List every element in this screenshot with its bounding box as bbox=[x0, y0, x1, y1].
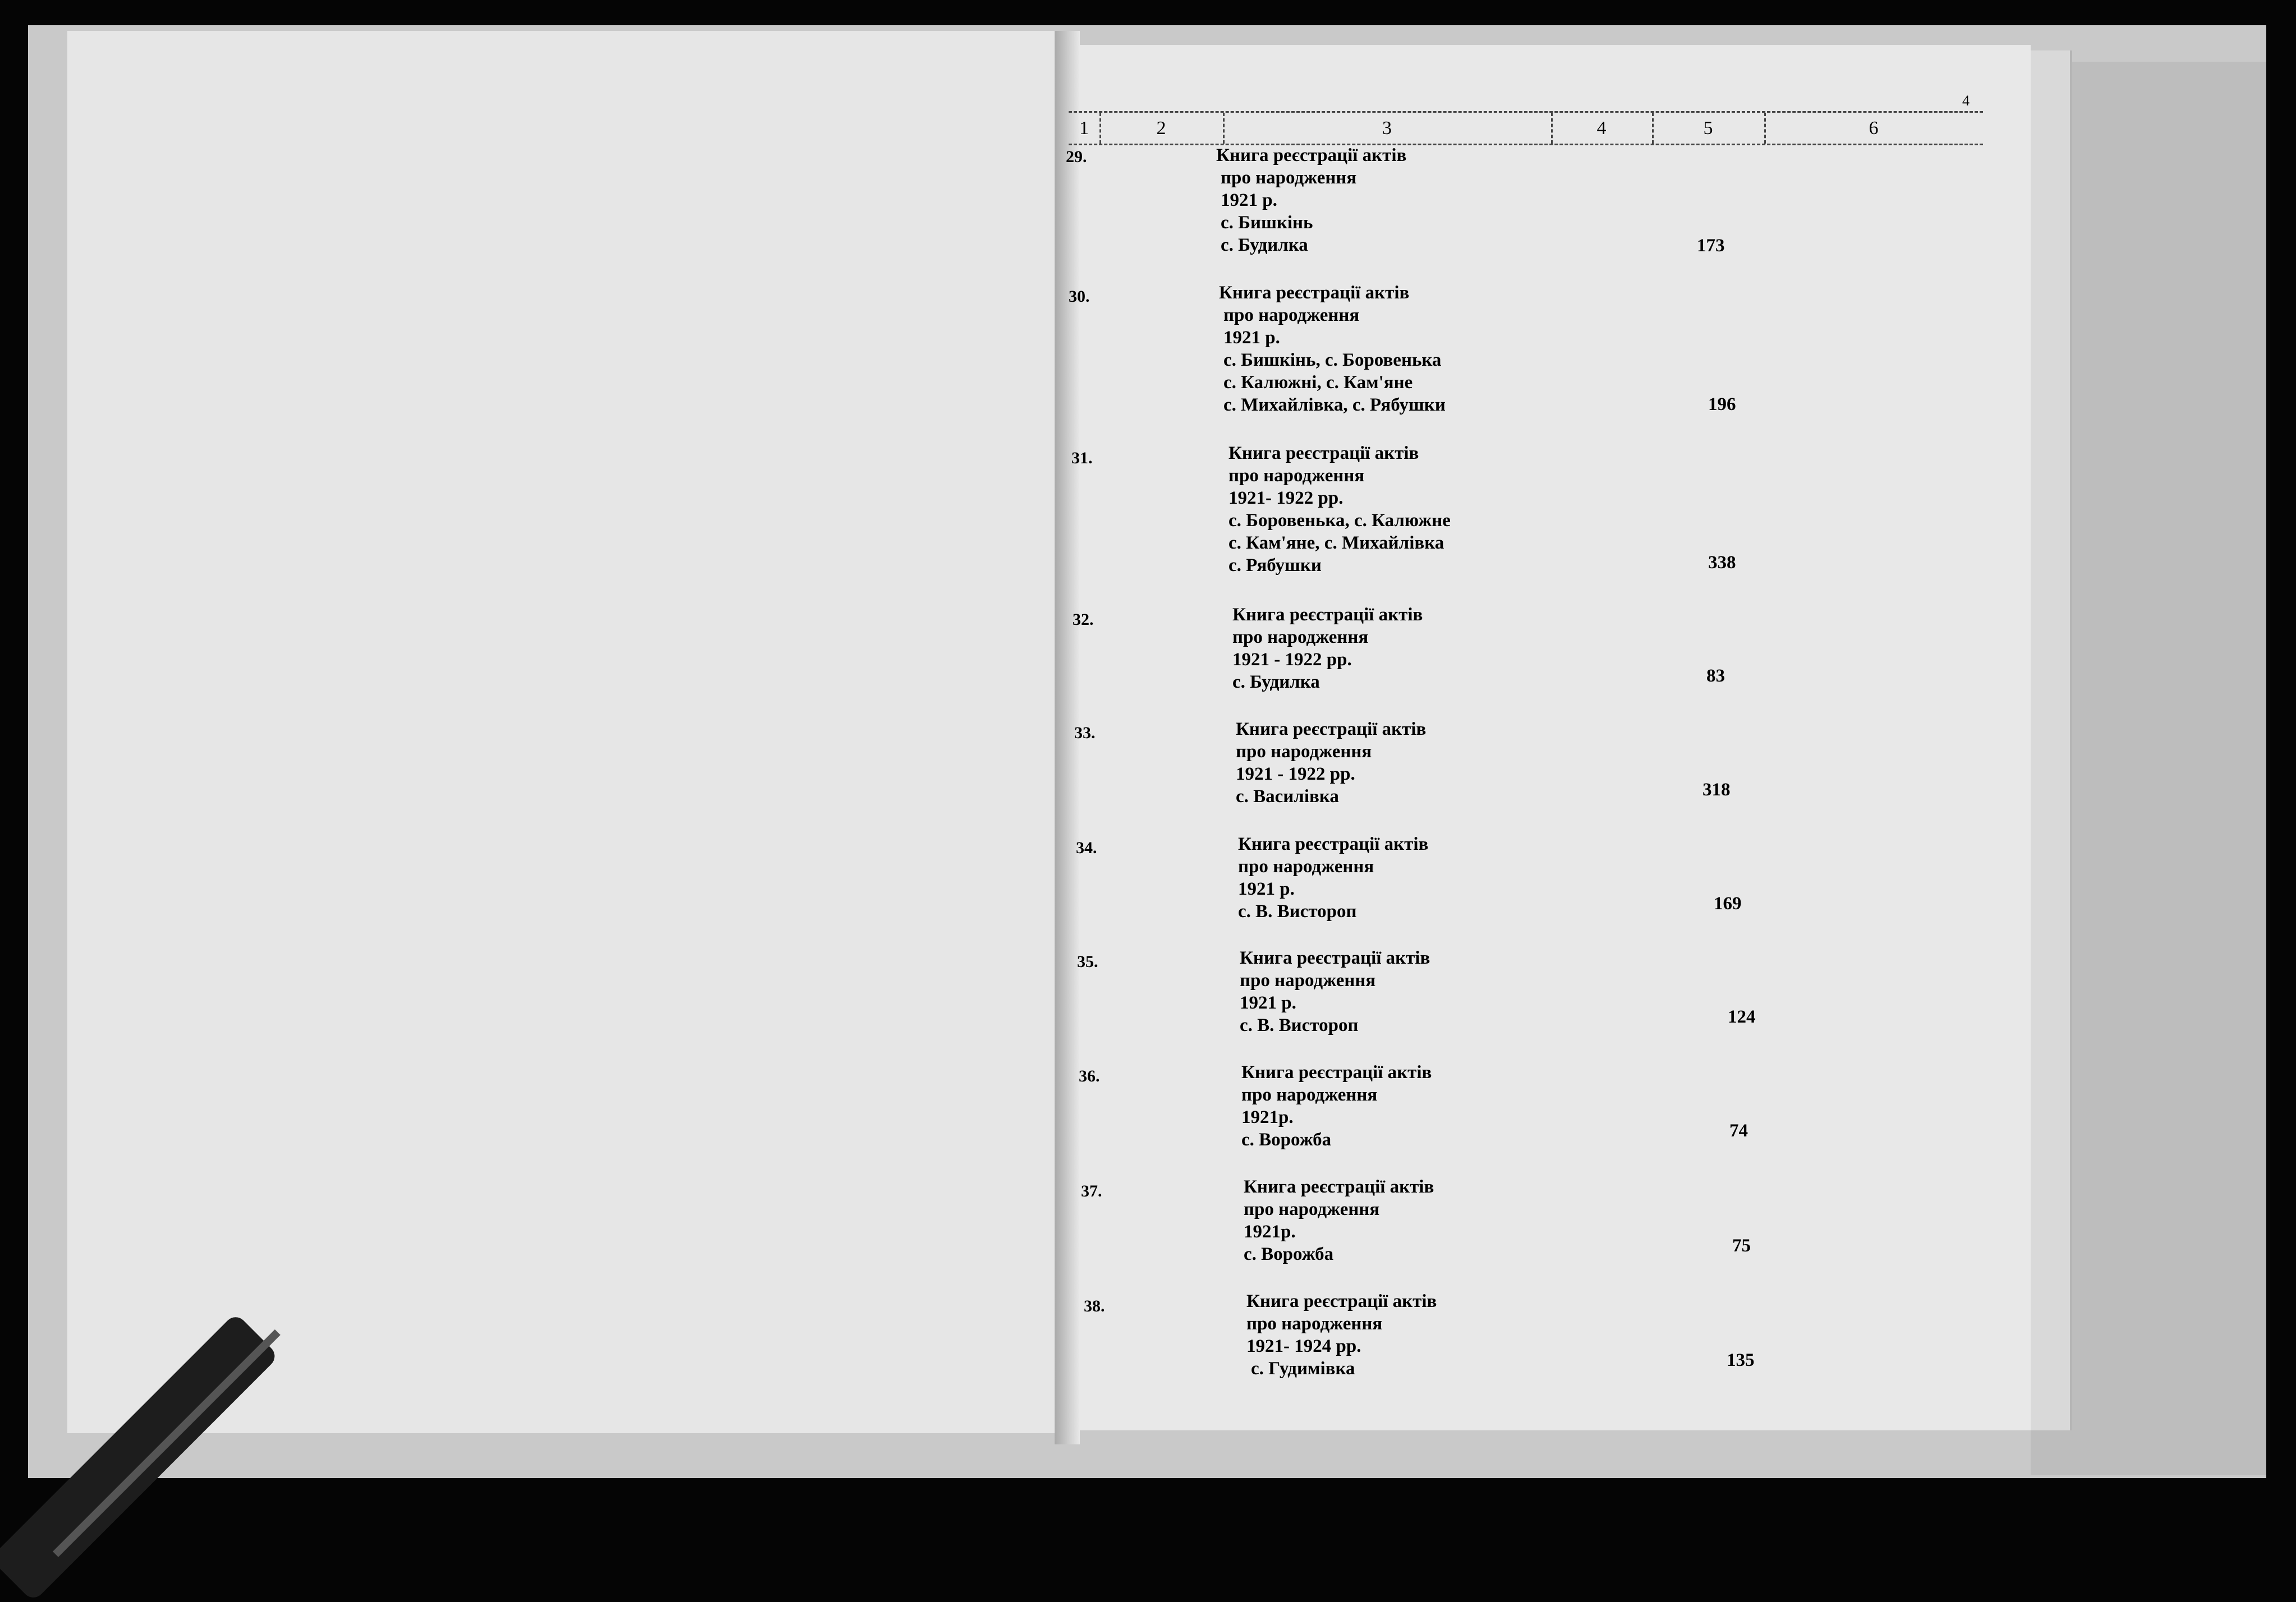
entry-count: 74 bbox=[1729, 1121, 1748, 1141]
entry-line: с. Ворожба bbox=[1241, 1130, 1332, 1150]
entry-line: Книга реєстрації актів bbox=[1219, 283, 1410, 303]
header-col-1: 1 bbox=[1079, 117, 1089, 139]
entry-number: 32. bbox=[1073, 610, 1094, 629]
entry-line: Книга реєстрації актів bbox=[1232, 605, 1423, 625]
entry-line: Книга реєстрації актів bbox=[1238, 834, 1429, 854]
entry-line: с. Кам'яне, с. Михайлівка bbox=[1228, 533, 1444, 553]
entry-line: с. Боровенька, с. Калюжне bbox=[1228, 510, 1451, 531]
entry-line: с. Будилка bbox=[1232, 672, 1320, 692]
entry-description bbox=[1244, 1176, 1434, 1265]
entry-line: 1921р. bbox=[1241, 1107, 1294, 1127]
entry-line: Книга реєстрації актів bbox=[1240, 948, 1430, 968]
entry-line: с. Василівка bbox=[1236, 786, 1339, 807]
entry-line: 1921- 1922 рр. bbox=[1228, 488, 1343, 508]
entry-line: с. Калюжні, с. Кам'яне bbox=[1223, 372, 1413, 393]
header-col-6: 6 bbox=[1869, 117, 1879, 139]
entry-line: про народження bbox=[1223, 305, 1360, 325]
entry-number: 29. bbox=[1066, 148, 1087, 166]
entry-count: 135 bbox=[1727, 1350, 1755, 1370]
entry-line: Книга реєстрації актів bbox=[1216, 145, 1407, 165]
entry-line: 1921 - 1922 рр. bbox=[1232, 650, 1352, 670]
header-col-2: 2 bbox=[1156, 117, 1166, 139]
entry-number: 35. bbox=[1077, 952, 1098, 971]
entry-count: 318 bbox=[1703, 780, 1731, 800]
entry-line: с. Гудимівка bbox=[1251, 1359, 1355, 1379]
page-number: 4 bbox=[1962, 93, 1970, 109]
entry-line: про народження bbox=[1238, 857, 1374, 877]
entry-number: 33. bbox=[1074, 724, 1096, 742]
entry-line: Книга реєстрації актів bbox=[1241, 1062, 1432, 1083]
entry-line: 1921 р. bbox=[1223, 328, 1280, 348]
entry-number: 36. bbox=[1079, 1067, 1100, 1085]
entry-line: про народження bbox=[1240, 970, 1376, 991]
entry-line: с. В. Вистороп bbox=[1240, 1015, 1359, 1035]
entry-description bbox=[1232, 604, 1423, 693]
entry-number: 30. bbox=[1069, 287, 1090, 306]
entry-line: 1921 р. bbox=[1240, 993, 1296, 1013]
entry-description bbox=[1216, 144, 1406, 256]
right-page bbox=[1069, 45, 2031, 1430]
entry-line: про народження bbox=[1221, 168, 1357, 188]
entry-description bbox=[1219, 282, 1446, 416]
entry-line: 1921 р. bbox=[1238, 879, 1295, 899]
entry-line: Книга реєстрації актів bbox=[1228, 443, 1419, 463]
entry-line: Книга реєстрації актів bbox=[1236, 719, 1427, 739]
entry-number: 34. bbox=[1076, 839, 1097, 857]
entry-line: про народження bbox=[1228, 466, 1365, 486]
entry-number: 37. bbox=[1081, 1182, 1102, 1200]
entry-description bbox=[1240, 947, 1430, 1037]
entry-count: 173 bbox=[1697, 236, 1725, 256]
entry-line: с. Ворожба bbox=[1244, 1244, 1334, 1264]
entry-line: 1921- 1924 рр. bbox=[1246, 1336, 1361, 1356]
entry-line: Книга реєстрації актів bbox=[1244, 1177, 1434, 1197]
entry-line: с. Рябушки bbox=[1228, 555, 1322, 576]
entry-count: 196 bbox=[1708, 394, 1736, 415]
header-col-5: 5 bbox=[1703, 117, 1713, 139]
entry-line: про народження bbox=[1241, 1085, 1378, 1105]
entry-line: про народження bbox=[1244, 1199, 1380, 1219]
entry-description bbox=[1228, 442, 1451, 577]
entry-number: 31. bbox=[1071, 449, 1093, 467]
entry-description bbox=[1236, 718, 1426, 808]
entry-line: с. Михайлівка, с. Рябушки bbox=[1223, 395, 1446, 415]
entry-line: 1921р. bbox=[1244, 1222, 1296, 1242]
entry-line: с. Бишкінь, с. Боровенька bbox=[1223, 350, 1442, 370]
entry-number: 38. bbox=[1084, 1297, 1105, 1315]
entry-line: Книга реєстрації актів bbox=[1246, 1291, 1437, 1311]
entry-count: 83 bbox=[1706, 666, 1725, 686]
entry-line: 1921 р. bbox=[1221, 190, 1277, 210]
entry-line: 1921 - 1922 рр. bbox=[1236, 764, 1355, 784]
entry-line: про народження bbox=[1236, 742, 1372, 762]
entry-count: 75 bbox=[1732, 1236, 1751, 1256]
header-col-4: 4 bbox=[1596, 117, 1607, 139]
entry-count: 169 bbox=[1714, 894, 1742, 914]
entry-line: с. Бишкінь bbox=[1221, 213, 1313, 233]
entry-count: 124 bbox=[1728, 1007, 1756, 1027]
entry-description bbox=[1241, 1061, 1432, 1151]
entry-line: про народження bbox=[1246, 1314, 1383, 1334]
entry-description bbox=[1246, 1290, 1437, 1380]
entry-line: с. В. Вистороп bbox=[1238, 901, 1357, 922]
header-col-3: 3 bbox=[1382, 117, 1392, 139]
column-header-row bbox=[1069, 111, 1983, 145]
entry-line: про народження bbox=[1232, 627, 1369, 647]
entry-count: 338 bbox=[1708, 553, 1736, 573]
left-page-blank bbox=[67, 31, 1057, 1433]
entry-line: с. Будилка bbox=[1221, 235, 1308, 255]
entry-description bbox=[1238, 833, 1428, 923]
